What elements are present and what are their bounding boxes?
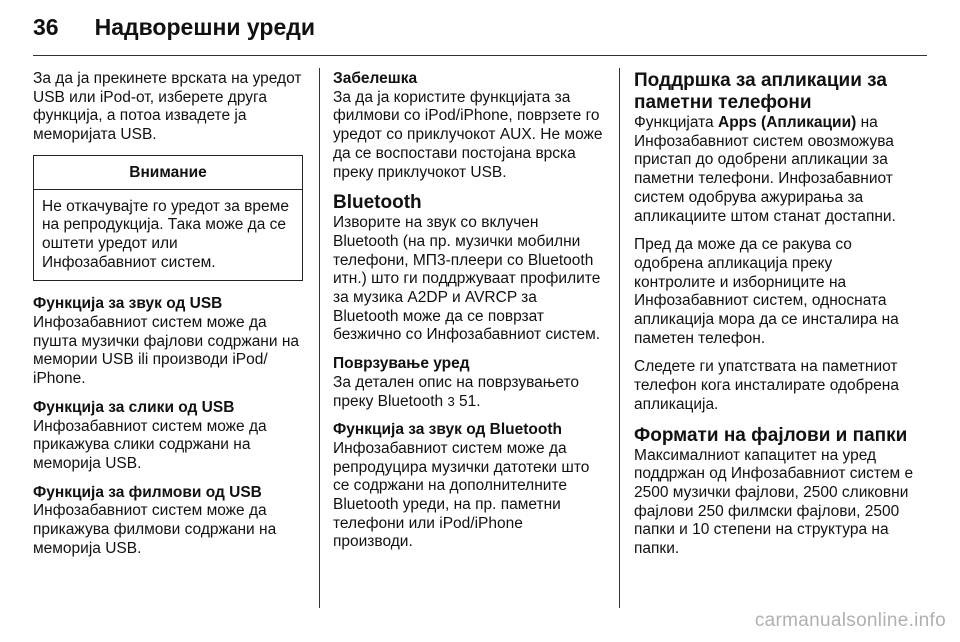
- connect-page-ref[interactable]: 51.: [454, 392, 481, 410]
- warning-box: [33, 155, 303, 282]
- apps-p1-rest: на Инфозабавниот систем овозможува пристап до одобрени апликации за паметни телефони. Инфозабавниот систем одобрува ажурирања за апликациите штом станат достапни.: [634, 114, 896, 225]
- note-section: [333, 70, 605, 182]
- bluetooth-heading: Bluetooth: [333, 192, 422, 214]
- usb-audio-body: Инфозабавниот систем може да пушта музички фајлови содржани на мемории USB ili производи iPod/ iPhone.: [33, 314, 300, 388]
- header-rule: [33, 55, 927, 56]
- usb-pictures-heading: Функција за слики од USB: [33, 398, 235, 416]
- watermark: carmanualsonline.info: [754, 610, 946, 631]
- formats-heading: Формати на фајлови и папки: [634, 424, 908, 446]
- usb-pictures-section: [33, 399, 303, 474]
- bt-audio-section: [333, 421, 605, 552]
- warning-body: Не откачувајте го уредот за време на репродукција. Така може да се оштети уредот или Инфозабавниот систем.: [42, 197, 289, 271]
- warning-title: Внимание: [34, 156, 302, 190]
- usb-audio-heading: Функција за звук од USB: [33, 295, 223, 313]
- intro-paragraph: За да ја прекинете врската на уредот USB или iPod-от, изберете друга функција, а потоа извадете ја меморијата USB.: [33, 70, 302, 144]
- formats-body: Максималниот капацитет на уред поддржан од Инфозабавниот систем е 2500 музички фајлови, 2500 сликовни фајлови 250 филмски фајлови, 2500 папки и 10 степени на структура на папки.: [634, 446, 914, 558]
- connect-body: За детален опис на поврзувањето преку Bluetooth: [333, 373, 580, 410]
- page-header: [33, 14, 315, 41]
- usb-movies-heading: Функција за филмови од USB: [33, 483, 262, 501]
- note-body: За да ја користите функцијата за филмови со iPod/iPhone, поврзете го уредот со приклучокот AUX. Не може да се воспостави постојана врска преку приклучокот USB.: [333, 88, 603, 181]
- note-heading: Забелешка: [333, 70, 418, 87]
- column-2: [333, 70, 605, 562]
- apps-function-name: Apps (Апликации): [718, 114, 857, 131]
- apps-paragraph-2: Пред да може да се ракува со одобрена апликација преку контролите и изборниците на Инфозабавниот систем, односната апликација мора да се инсталира на паметен телефон.: [634, 236, 899, 347]
- connect-heading: Поврзување уред: [333, 355, 470, 373]
- column-3: [634, 70, 916, 569]
- page-ref-arrow-icon: 3: [447, 393, 455, 409]
- bt-audio-heading: Функција за звук од Bluetooth: [333, 421, 562, 439]
- page-title: Надворешни уреди: [94, 14, 315, 40]
- column-divider-1: [319, 68, 320, 608]
- column-1: [33, 70, 303, 568]
- usb-movies-body: Инфозабавниот систем може да прикажува филмови содржани на меморија USB.: [33, 502, 277, 557]
- column-divider-2: [619, 68, 620, 608]
- apps-paragraph-3: Следете ги упатствата на паметниот телефон кога инсталирате одобрена апликација.: [634, 358, 899, 413]
- usb-pictures-body: Инфозабавниот систем може да прикажува слики содржани на меморија USB.: [33, 417, 267, 472]
- bt-audio-body: Инфозабавниот систем може да репродуцира музички датотеки што се содржани на дополнителните Bluetooth уреди, на пр. паметни телефони или iPod/iPhone производи.: [333, 439, 590, 551]
- usb-movies-section: [33, 484, 303, 559]
- apps-heading: Поддршка за апликации за паметни телефони: [634, 70, 887, 113]
- apps-paragraph-1: [634, 114, 916, 226]
- bluetooth-body: Изворите на звук со вклучен Bluetooth (на пр. музички мобилни телефони, МП3-плеери со Bluetooth итн.) што ги поддржуваат профилите за музика A2DP и AVRCP за Bluetooth може да се поврзат безжично со Инфозабавниот систем.: [333, 214, 601, 344]
- connect-section: [333, 355, 605, 411]
- usb-audio-section: [33, 295, 303, 389]
- page-number: 36: [33, 14, 59, 40]
- apps-p1-lead: Функцијата: [634, 114, 718, 131]
